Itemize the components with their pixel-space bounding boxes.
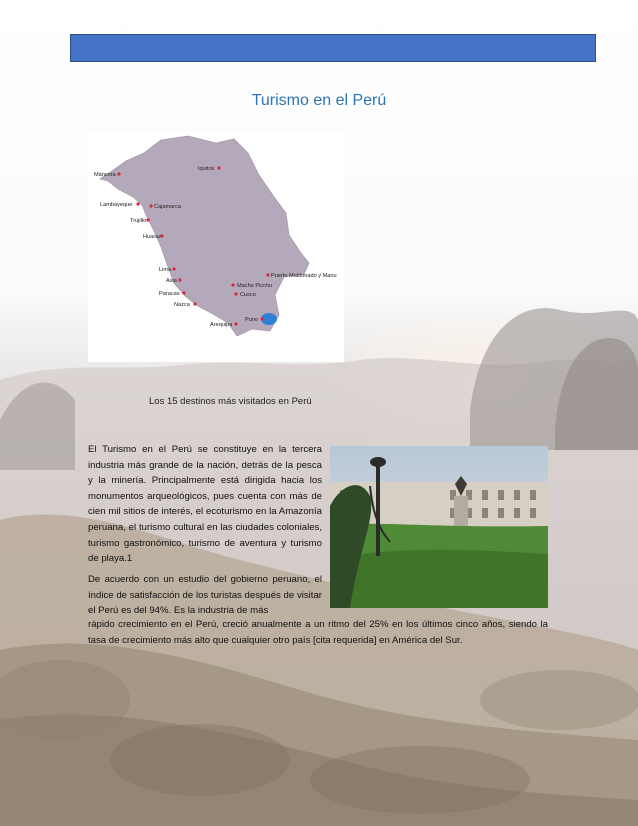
city-label-lima: Lima	[159, 267, 172, 273]
city-nazca	[174, 302, 197, 308]
header-bar	[70, 34, 596, 62]
city-label-lambayeque: Lambayeque	[100, 202, 133, 208]
city-label-puerto-maldonado: Puerto Maldonado y Manu	[271, 273, 337, 279]
city-label-machu-picchu: Machu Picchu	[237, 283, 273, 289]
city-huaraz	[143, 234, 164, 240]
city-machu-picchu	[231, 283, 272, 289]
city-label-paracas: Paracas	[159, 291, 180, 297]
city-cajamarca	[149, 204, 182, 210]
city-label-cusco: Cusco	[240, 292, 256, 298]
city-label-nazca: Nazca	[174, 302, 190, 308]
city-label-asia: Asia	[166, 278, 177, 284]
paragraph-growth: rápido crecimiento en el Perú, creció anualmente a un ritmo del 25% en los últimos cinco años, siendo la tasa de crecimiento más alto que cualquier otro país [cita requerida] en América del Sur.	[88, 619, 548, 646]
city-puerto-maldonado	[266, 273, 336, 279]
city-label-mancora: Máncora	[94, 172, 116, 178]
lima-plaza-photo	[330, 446, 548, 608]
paragraph-survey: De acuerdo con un estudio del gobierno peruano, el índice de satisfacción de los turistas después de visitar el Perú es del 94%. Es la industria de más	[88, 574, 322, 617]
plaza-san-martin-image	[330, 446, 548, 608]
city-label-iquitos: Iquitos	[198, 166, 215, 172]
city-label-trujillo: Trujillo	[130, 218, 147, 224]
city-trujillo	[130, 218, 150, 224]
city-label-puno: Puno	[245, 317, 259, 323]
city-label-cajamarca: Cajamarca	[154, 204, 182, 210]
page-title: Turismo en el Perú	[251, 92, 387, 109]
city-label-huaraz: Huaraz	[143, 234, 162, 240]
paragraph-intro: El Turismo en el Perú se constituye en la tercera industria más grande de la nación, detrás de la pesca y la minería. Principalmente está dirigida hacia los monumentos arqueológicos, pues cuenta con más de cien mil sitios de interés, el ecoturismo en la Amazonía peruana, el turismo cultural en las ciudades coloniales, turismo gastronómico, turismo de aventura y turismo de playa.1	[88, 444, 322, 565]
peru-map	[88, 131, 344, 362]
city-lambayeque	[100, 202, 140, 208]
city-label-arequipa: Arequipa	[210, 322, 233, 328]
peru-map-figure	[88, 131, 344, 362]
map-caption: Los 15 destinos más visitados en Perú	[149, 396, 312, 407]
